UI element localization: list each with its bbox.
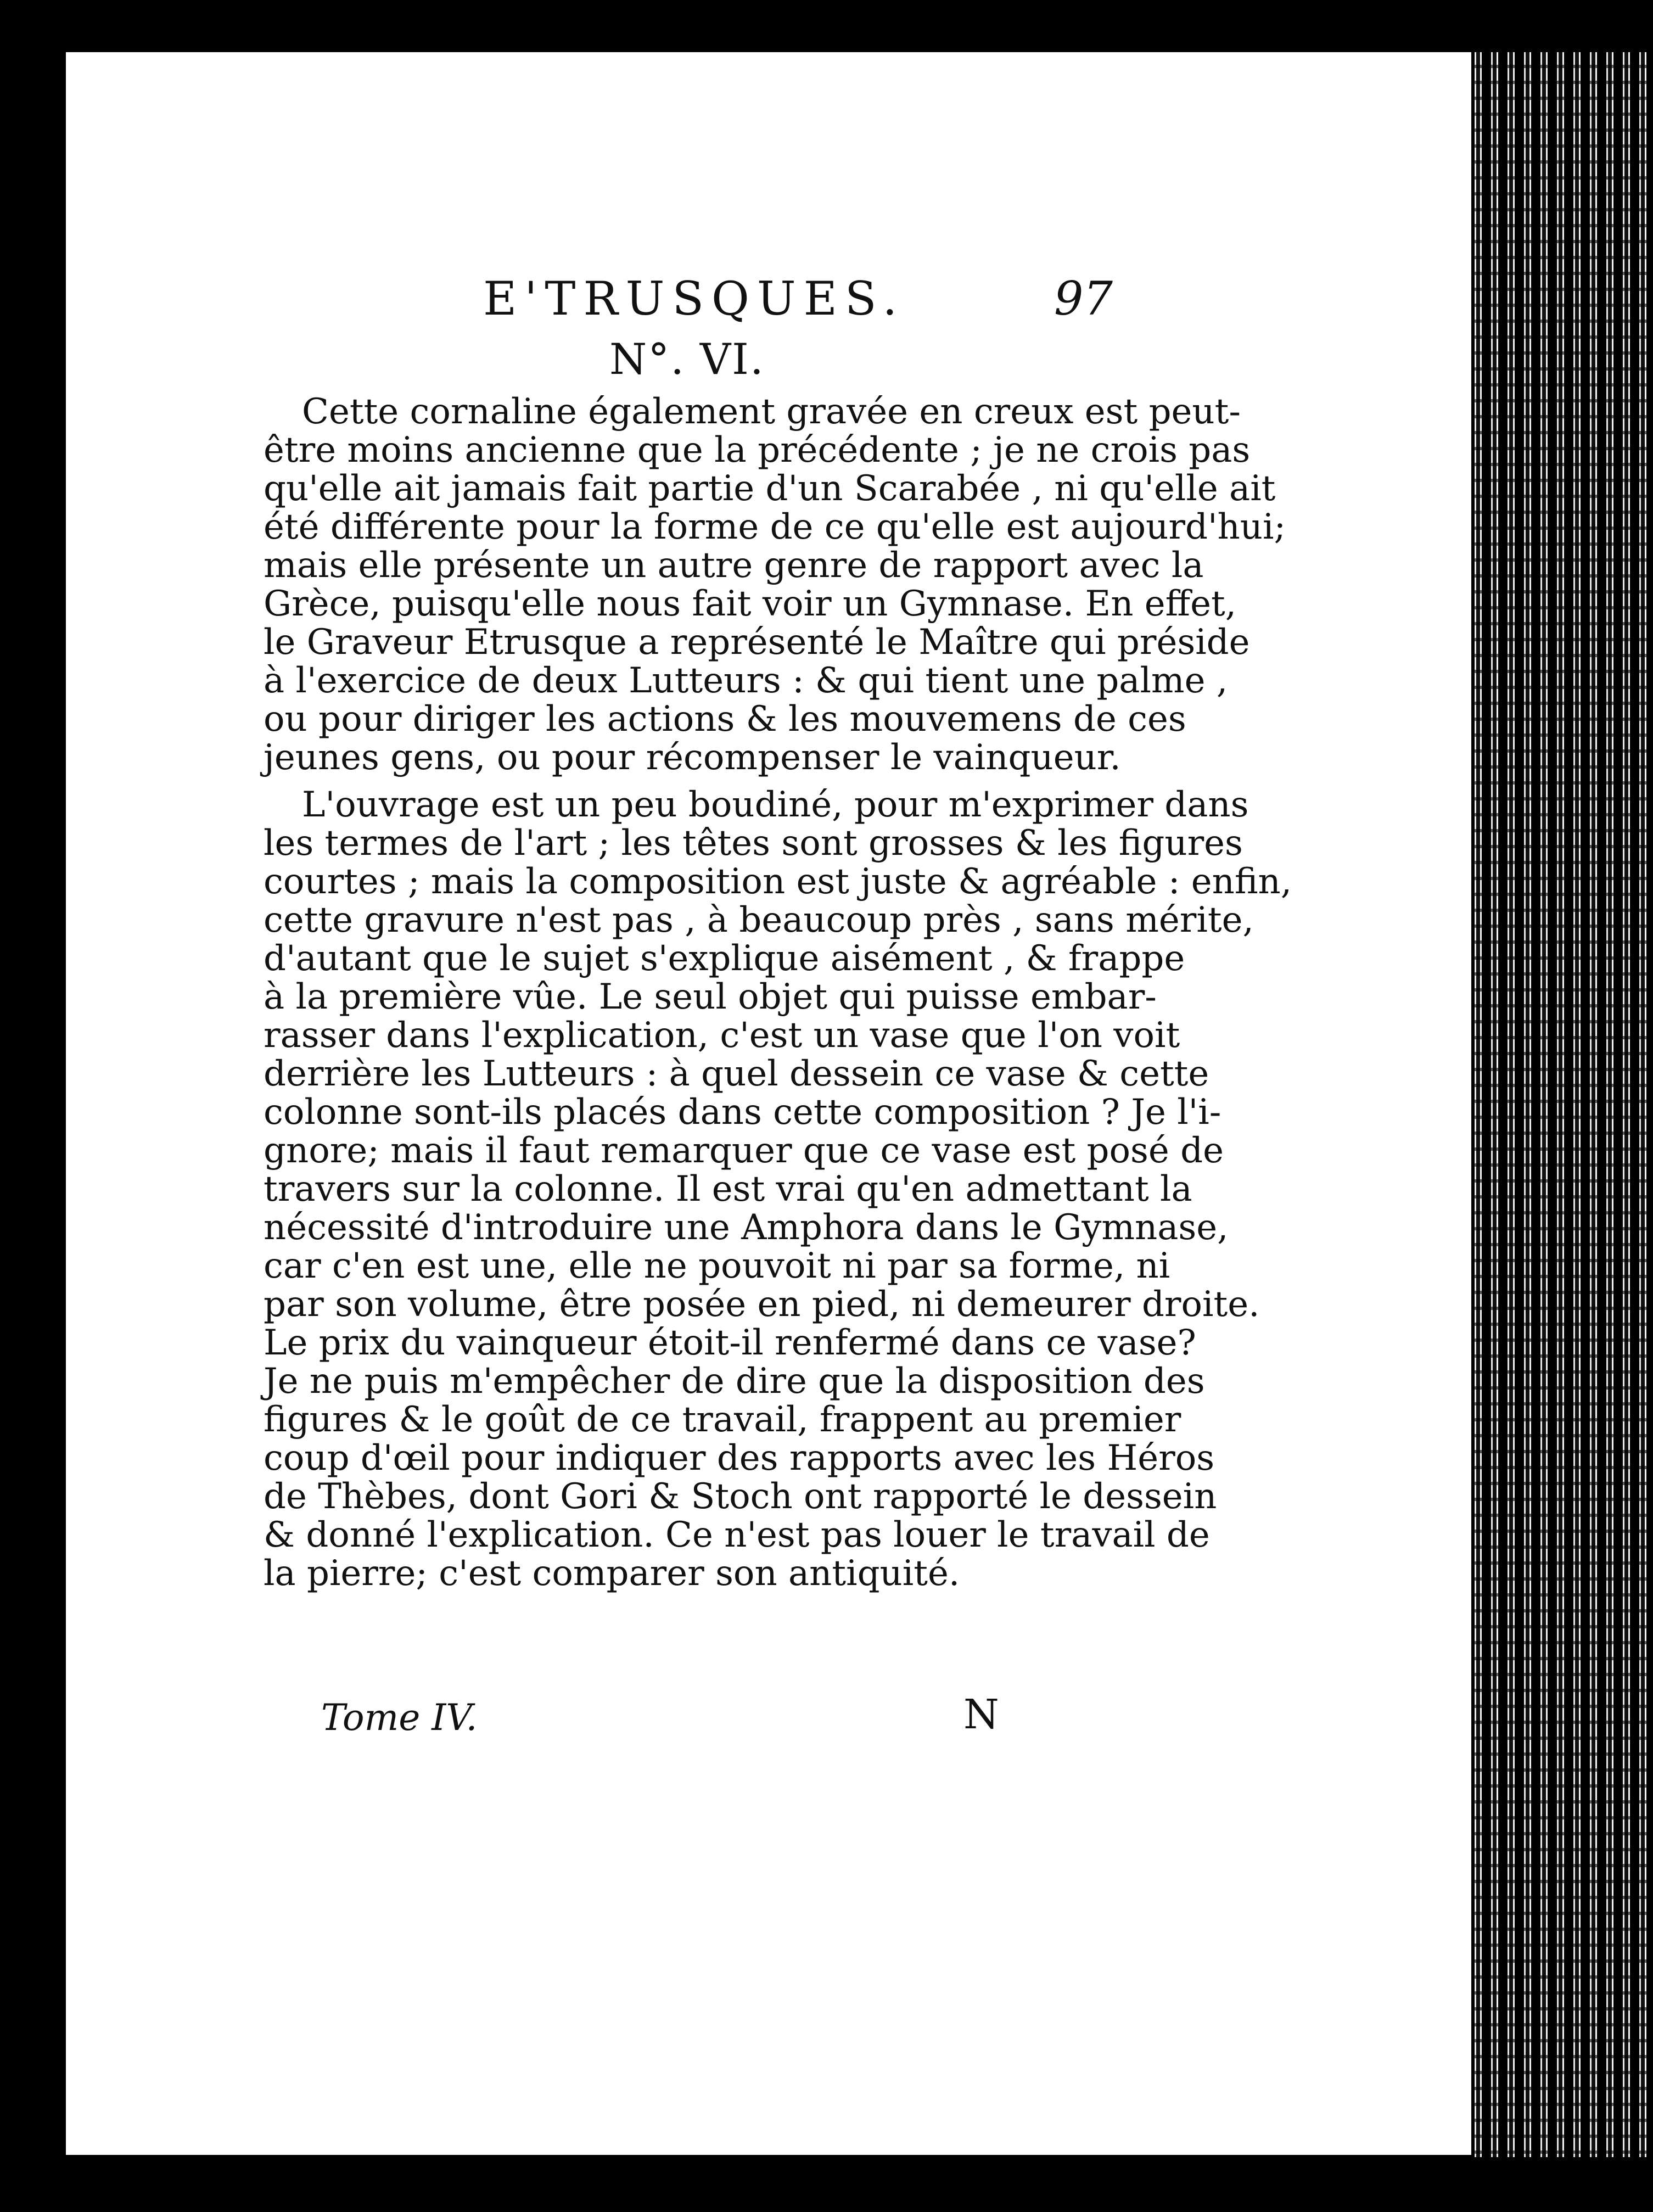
text-line: & donné l'explication. Ce n'est pas louer le travail de xyxy=(264,1515,1210,1555)
text-line: car c'en est une, elle ne pouvoit ni par sa forme, ni xyxy=(264,1246,1170,1286)
text-line: colonne sont-ils placés dans cette composition ? Je l'i- xyxy=(264,1092,1221,1133)
text-line: les termes de l'art ; les têtes sont grosses & les figures xyxy=(264,823,1243,864)
text-line: par son volume, être posée en pied, ni demeurer droite. xyxy=(264,1284,1260,1325)
volume-label: Tome IV. xyxy=(321,1696,478,1739)
text-line: à l'exercice de deux Lutteurs : & qui tient une palme , xyxy=(264,660,1228,701)
text-line: ou pour diriger les actions & les mouvemens de ces xyxy=(264,699,1186,740)
paragraph-1 xyxy=(264,391,1286,778)
text-line: Grèce, puisqu'elle nous fait voir un Gymnase. En effet, xyxy=(264,584,1237,624)
text-line: travers sur la colonne. Il est vrai qu'en admettant la xyxy=(264,1169,1192,1209)
text-line: la pierre; c'est comparer son antiquité. xyxy=(264,1553,960,1594)
text-line: être moins ancienne que la précédente ; je ne crois pas xyxy=(264,430,1251,471)
text-line: été différente pour la forme de ce qu'elle est aujourd'hui; xyxy=(264,507,1286,547)
text-line: rasser dans l'explication, c'est un vase que l'on voit xyxy=(264,1015,1180,1056)
paragraph-2 xyxy=(264,785,1292,1594)
text-line: Je ne puis m'empêcher de dire que la disposition des xyxy=(264,1361,1205,1402)
text-line: nécessité d'introduire une Amphora dans le Gymnase, xyxy=(264,1207,1229,1248)
signature-mark: N xyxy=(963,1691,999,1738)
text-line: courtes ; mais la composition est juste & agréable : enfin, xyxy=(264,861,1292,902)
text-line: de Thèbes, dont Gori & Stoch ont rapporté le dessein xyxy=(264,1476,1217,1517)
text-line: Cette cornaline également gravée en creux est peut- xyxy=(302,391,1241,432)
text-line: le Graveur Etrusque a représenté le Maître qui préside xyxy=(264,622,1250,663)
text-line: d'autant que le sujet s'explique aisément , & frappe xyxy=(264,938,1185,979)
section-heading: N°. VI. xyxy=(609,335,765,384)
text-line: Le prix du vainqueur étoit-il renfermé dans ce vase? xyxy=(264,1323,1196,1363)
text-line: derrière les Lutteurs : à quel dessein ce vase & cette xyxy=(264,1054,1209,1094)
text-line: coup d'œil pour indiquer des rapports avec les Héros xyxy=(264,1438,1215,1479)
text-line: mais elle présente un autre genre de rapport avec la xyxy=(264,545,1204,586)
text-line: L'ouvrage est un peu boudiné, pour m'exprimer dans xyxy=(302,785,1249,825)
text-line: qu'elle ait jamais fait partie d'un Scarabée , ni qu'elle ait xyxy=(264,468,1276,509)
running-head: E'TRUSQUES. xyxy=(483,272,905,326)
text-line: gnore; mais il faut remarquer que ce vase est posé de xyxy=(264,1130,1224,1171)
body-text xyxy=(264,391,1292,1594)
page-number: 97 xyxy=(1054,272,1113,326)
text-line: figures & le goût de ce travail, frappent au premier xyxy=(264,1399,1181,1440)
book-page xyxy=(66,52,1471,2155)
text-line: à la première vûe. Le seul objet qui puisse embar- xyxy=(264,977,1157,1017)
text-line: jeunes gens, ou pour récompenser le vainqueur. xyxy=(264,737,1121,778)
text-line: cette gravure n'est pas , à beaucoup près , sans mérite, xyxy=(264,900,1254,940)
page-edge-shadow xyxy=(1471,52,1653,2157)
